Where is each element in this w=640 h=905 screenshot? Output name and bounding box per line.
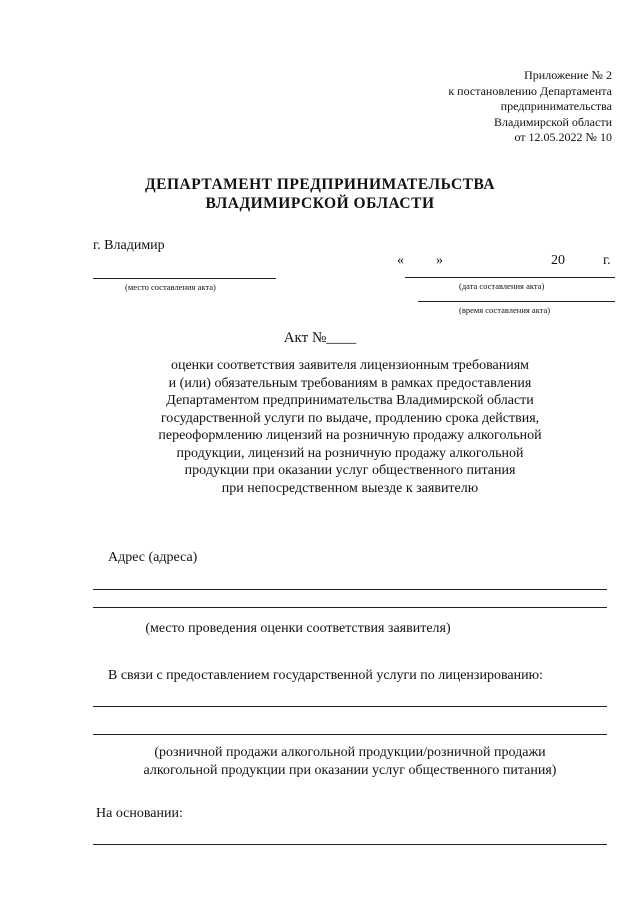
service-caption [93,744,607,780]
date-century: 20 [551,253,565,268]
act-description [60,357,640,497]
address-caption: (место проведения оценки соответствия заявителя) [145,621,451,636]
address-label: Адрес (адреса) [108,550,198,565]
service-caption-line-2: алкогольной продукции при оказании услуг общественного питания) [143,763,557,778]
act-description-line: продукции при оказании услуг общественного питания [184,463,516,478]
act-description-line: и (или) обязательным требованиям в рамках предоставления [168,375,532,391]
service-line-1 [93,706,607,707]
department-heading-line-2: ВЛАДИМИРСКОЙ ОБЛАСТИ [205,195,435,212]
city-name: г. Владимир [93,238,165,253]
department-heading-line-1: ДЕПАРТАМЕНТ ПРЕДПРИНИМАТЕЛЬСТВА [144,176,496,193]
address-line-2 [93,607,607,608]
act-description-line: при непосредственном выезде к заявителю [221,480,479,496]
place-underline [93,278,276,279]
appendix-line-2: к постановлению Департамента [448,83,612,98]
date-year-suffix: г. [603,253,611,268]
date-close-quote: » [436,253,443,268]
date-caption: (дата составления акта) [459,281,545,291]
appendix-note [312,68,612,146]
appendix-line-1: Приложение № 2 [524,68,612,82]
place-caption: (место составления акта) [125,282,216,292]
act-description-line: оценки соответствия заявителя лицензионным требованиям [170,358,530,373]
appendix-line-4: Владимирской области [494,114,612,129]
act-title: Акт №____ [283,330,357,346]
department-heading [0,175,640,213]
appendix-line-5: от 12.05.2022 № 10 [514,130,612,144]
service-caption-line-1: (розничной продажи алкогольной продукции/розничной продажи [154,745,546,760]
service-label: В связи с предоставлением государственной услуги по лицензированию: [108,668,543,683]
address-line-1 [93,589,607,590]
basis-line [93,844,607,845]
basis-label: На основании: [96,806,183,821]
act-description-line: продукции, лицензий на розничную продажу алкогольной [176,445,524,461]
act-description-line: государственной услуги по выдаче, продлению срока действия, [160,410,540,426]
date-underline [405,277,615,278]
time-caption: (время составления акта) [459,305,551,315]
date-open-quote: « [397,253,404,268]
act-description-line: Департаментом предпринимательства Владимирской области [166,393,534,408]
appendix-line-3: предпринимательства [500,99,612,113]
time-underline [418,301,615,302]
act-description-line: переоформлению лицензий на розничную продажу алкогольной [158,428,542,443]
service-line-2 [93,734,607,735]
